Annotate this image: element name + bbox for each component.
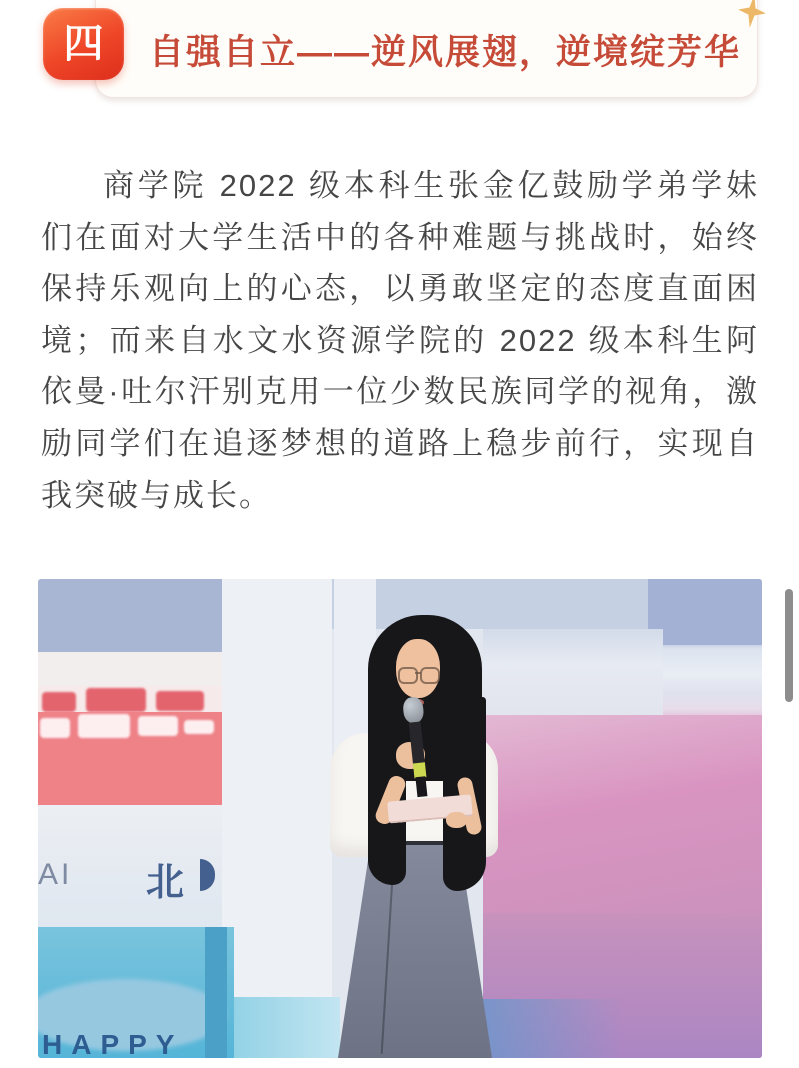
speaker-hand-on-folder [446, 812, 467, 828]
screen-text-happy: HAPPY [42, 1029, 184, 1058]
glasses-left-lens [398, 667, 418, 684]
screen-text-ai: AI [38, 858, 73, 891]
speaker-glasses [398, 667, 438, 681]
speaker-figure [38, 579, 762, 1058]
microphone-head [402, 696, 425, 724]
section-number: 四 [63, 22, 104, 66]
section-title: 自强自立——逆风展翅，逆境绽芳华 [149, 33, 742, 72]
section-header [0, 0, 799, 160]
article-paragraph: 商学院 2022 级本科生张金亿鼓励学弟学妹们在面对大学生活中的各种难题与挑战时，始终保持乐观向上的心态，以勇敢坚定的态度直面困境；而来自水文水资源学院的 2022 级本科生阿依曼·吐尔汗别克用一位少数民族同学的视角，激励同学们在追逐梦想的道路上稳步前行，实现自我突破与成长。 [41, 168, 759, 513]
screen-text-bei: 北 [146, 862, 185, 904]
article-photo[interactable] [38, 579, 762, 1058]
glasses-bridge [415, 672, 421, 674]
scrollbar-thumb[interactable] [785, 589, 793, 702]
glasses-right-lens [420, 667, 440, 684]
section-number-badge [43, 8, 124, 80]
microphone-tail [415, 776, 427, 797]
microphone-body [409, 721, 425, 765]
